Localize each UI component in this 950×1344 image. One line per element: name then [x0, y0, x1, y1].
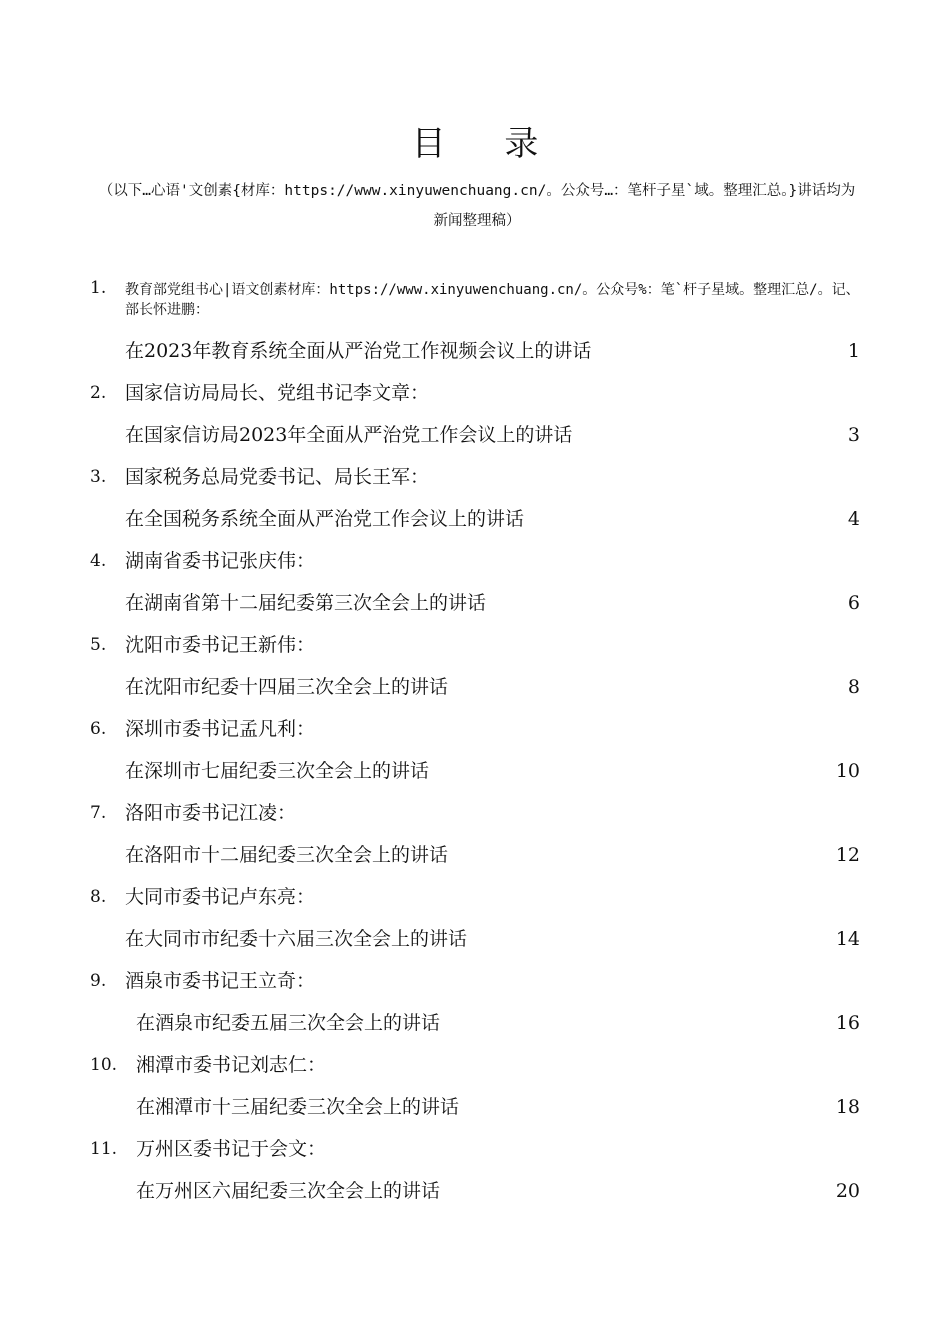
toc-number: 6. [90, 719, 107, 739]
toc-speaker-row [90, 456, 860, 498]
toc-title-row [90, 582, 860, 624]
toc-speaker: 深圳市委书记孟凡利： [125, 718, 316, 740]
toc-speaker: 教育部党组书心|语文创素材库：https://www.xinyuwenchuang.cn/。公众号%：笔`杆子星域。整理汇总/。记、部长怀进鹏： [125, 282, 860, 318]
toc-title[interactable]: 在2023年教育系统全面从严治党工作视频会议上的讲话 [125, 340, 592, 362]
toc-number: 10. [90, 1055, 118, 1075]
toc-title-row [90, 414, 860, 456]
toc-number: 8. [90, 887, 107, 907]
toc-speaker-row [90, 280, 860, 330]
toc-title[interactable]: 在沈阳市纪委十四届三次全会上的讲话 [125, 676, 449, 698]
toc-title-row [90, 1086, 860, 1128]
toc-speaker: 湘潭市委书记刘志仁： [136, 1054, 327, 1076]
toc-speaker-row [90, 1044, 860, 1086]
toc-speaker: 国家税务总局党委书记、局长王军： [125, 466, 430, 488]
toc-page-number: 14 [835, 928, 860, 950]
toc-title-row [90, 1170, 860, 1212]
toc-entry[interactable] [90, 876, 860, 960]
toc-page-number: 12 [835, 844, 860, 866]
toc-title[interactable]: 在万州区六届纪委三次全会上的讲话 [136, 1180, 441, 1202]
toc-title-row [90, 918, 860, 960]
toc-speaker: 湖南省委书记张庆伟： [125, 550, 316, 572]
toc-number: 9. [90, 971, 107, 991]
toc-number: 11. [90, 1139, 118, 1159]
toc-title-row [90, 666, 860, 708]
toc-speaker-row [90, 876, 860, 918]
toc-page-number: 20 [835, 1180, 860, 1202]
table-of-contents [90, 280, 860, 1212]
toc-entry[interactable] [90, 372, 860, 456]
toc-entry[interactable] [90, 1128, 860, 1212]
page-subtitle: （以下…心语'文创素{材库：https://www.xinyuwenchuang.cn/。公众号…：笔杆子星`域。整理汇总。}讲话均为新闻整理稿） [98, 183, 856, 229]
toc-number: 5. [90, 635, 107, 655]
toc-title-row [90, 750, 860, 792]
toc-title[interactable]: 在国家信访局2023年全面从严治党工作会议上的讲话 [125, 424, 573, 446]
toc-page-number: 6 [847, 592, 860, 614]
toc-speaker-row [90, 1128, 860, 1170]
toc-title[interactable]: 在全国税务系统全面从严治党工作会议上的讲话 [125, 508, 525, 530]
toc-entry[interactable] [90, 624, 860, 708]
toc-speaker-row [90, 624, 860, 666]
toc-page-number: 4 [847, 508, 860, 530]
toc-speaker: 酒泉市委书记王立奇： [125, 970, 316, 992]
toc-number: 4. [90, 551, 107, 571]
toc-page-number: 16 [835, 1012, 860, 1034]
toc-title[interactable]: 在大同市市纪委十六届三次全会上的讲话 [125, 928, 468, 950]
toc-entry[interactable] [90, 280, 860, 372]
toc-page-number: 3 [847, 424, 860, 446]
toc-entry[interactable] [90, 708, 860, 792]
toc-page-number: 8 [847, 676, 860, 698]
toc-title-row [90, 498, 860, 540]
toc-speaker: 沈阳市委书记王新伟： [125, 634, 316, 656]
toc-speaker-row [90, 792, 860, 834]
toc-page-number: 10 [835, 760, 860, 782]
toc-entry[interactable] [90, 792, 860, 876]
toc-entry[interactable] [90, 456, 860, 540]
page-title: 目 录 [411, 124, 563, 164]
toc-number: 2. [90, 383, 107, 403]
toc-entry[interactable] [90, 540, 860, 624]
toc-title-row [90, 330, 860, 372]
toc-speaker: 大同市委书记卢东亮： [125, 886, 316, 908]
toc-title[interactable]: 在湘潭市十三届纪委三次全会上的讲话 [136, 1096, 460, 1118]
toc-title[interactable]: 在深圳市七届纪委三次全会上的讲话 [125, 760, 430, 782]
toc-number: 1. [90, 278, 107, 298]
toc-page-number: 1 [847, 340, 860, 362]
toc-number: 7. [90, 803, 107, 823]
toc-title[interactable]: 在酒泉市纪委五届三次全会上的讲话 [136, 1012, 441, 1034]
toc-title[interactable]: 在湖南省第十二届纪委第三次全会上的讲话 [125, 592, 487, 614]
toc-number: 3. [90, 467, 107, 487]
toc-page-number: 18 [835, 1096, 860, 1118]
toc-title[interactable]: 在洛阳市十二届纪委三次全会上的讲话 [125, 844, 449, 866]
toc-title-row [90, 1002, 860, 1044]
toc-entry[interactable] [90, 960, 860, 1044]
toc-title-row [90, 834, 860, 876]
toc-speaker-row [90, 960, 860, 1002]
toc-speaker: 洛阳市委书记江凌： [125, 802, 297, 824]
toc-speaker-row [90, 540, 860, 582]
toc-speaker: 万州区委书记于会文： [136, 1138, 327, 1160]
toc-speaker: 国家信访局局长、党组书记李文章： [125, 382, 430, 404]
toc-speaker-row [90, 708, 860, 750]
toc-entry[interactable] [90, 1044, 860, 1128]
toc-speaker-row [90, 372, 860, 414]
